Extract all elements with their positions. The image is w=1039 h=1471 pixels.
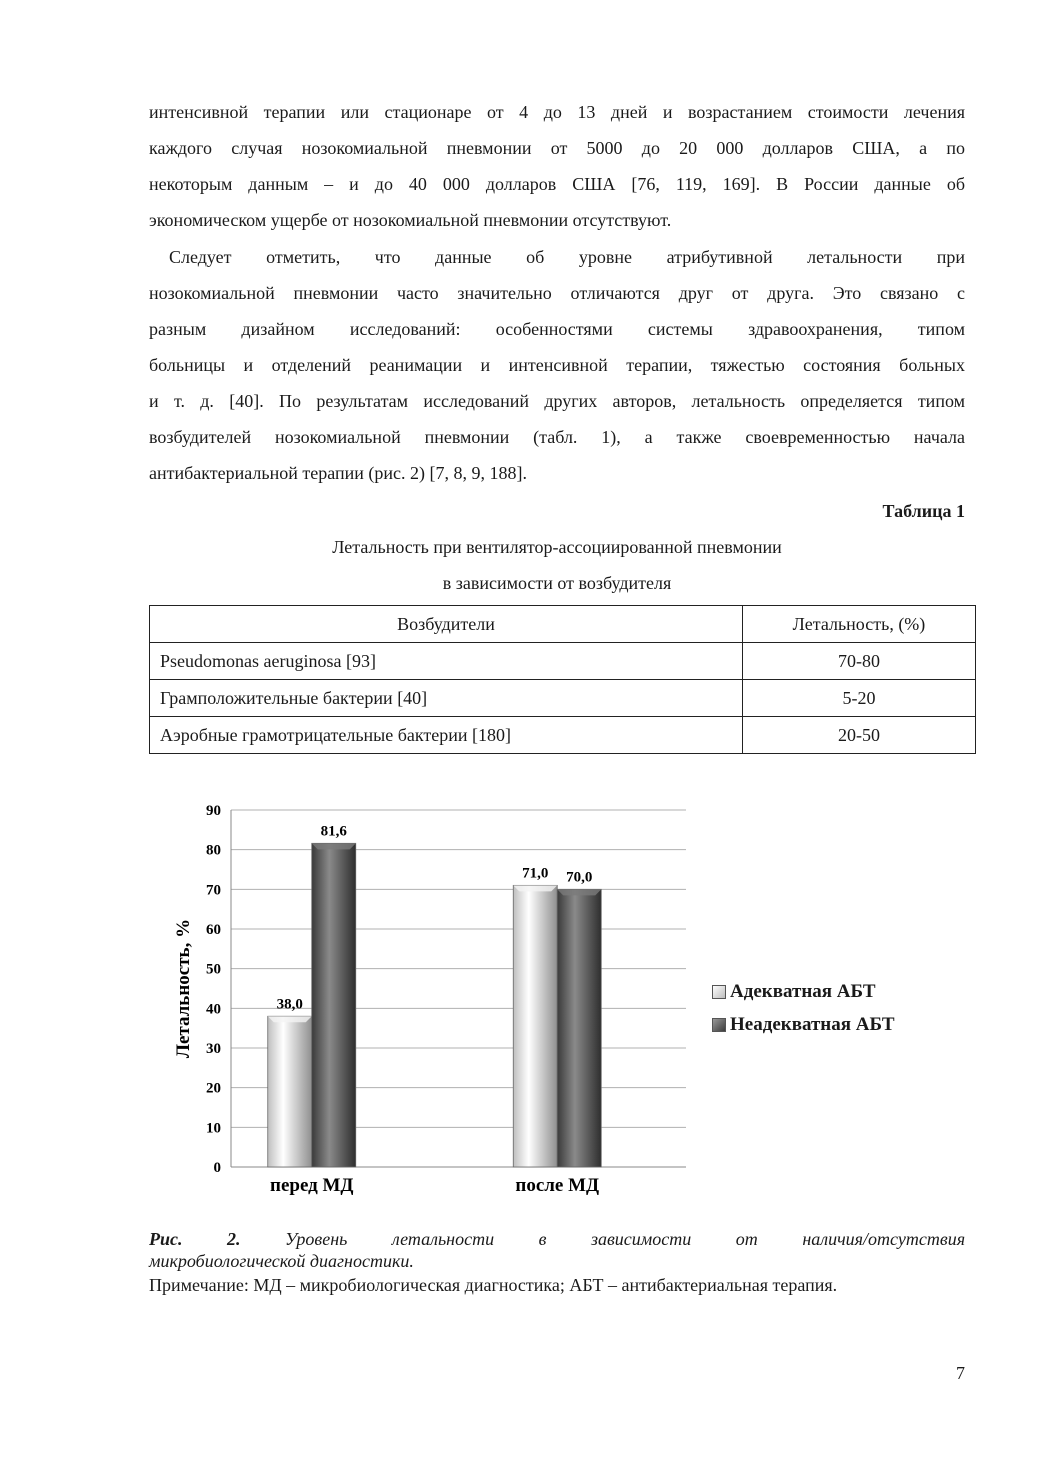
page-number: 7 [956,1363,965,1383]
table-header-cell: Летальность, (%) [743,606,976,643]
legend-swatch-light [712,985,726,999]
legend-item [712,1008,895,1041]
bar-bevel [268,1016,312,1022]
legend-item [712,975,895,1008]
caption-word: Уровень [285,1229,348,1249]
text-line: нозокомиальной пневмонии часто значительно отличаются друг от друга. Это связано с [149,283,965,303]
data-label: 81,6 [320,823,347,840]
table-title [149,529,965,601]
table-header-row [150,606,976,643]
paragraph-1 [149,94,965,238]
text-line: и т. д. [40]. По результатам исследований других авторов, летальность определяется типом [149,391,965,411]
text-line: некоторым данным – и до 40 000 долларов США [76, 119, 169]. В России данные об [149,174,965,194]
y-tick-label: 60 [206,922,221,938]
data-label: 70,0 [566,869,593,886]
text-line: Следует отметить, что данные об уровне атрибутивной летальности при [169,247,965,267]
x-tick-label: после МД [515,1175,600,1196]
bar-bevel [312,843,356,849]
bar [513,885,557,1167]
text-line: каждого случая нозокомиальной пневмонии от 5000 до 20 000 долларов США, а по [149,138,965,158]
table-cell: 5-20 [743,680,976,717]
y-tick-label: 50 [206,961,221,978]
table-cell: Pseudomonas aeruginosa [93] [150,643,743,680]
y-tick-label: 30 [206,1041,221,1057]
text-line: экономическом ущербе от нозокомиальной пневмонии отсутствуют. [149,210,672,230]
table-row [150,643,976,680]
bar [268,1016,312,1167]
table-header-cell: Возбудители [150,606,743,643]
legend-label: Неадекватная АБТ [730,1014,895,1035]
caption-line: микробиологической диагностики. [149,1251,414,1271]
table-cell: Аэробные грамотрицательные бактерии [180] [150,717,743,754]
chart-legend [712,975,895,1041]
y-tick-label: 80 [206,842,221,859]
legend-label: Адекватная АБТ [730,981,876,1002]
table-cell: 70-80 [743,643,976,680]
data-label: 71,0 [522,865,549,882]
y-tick-label: 0 [213,1160,221,1176]
text-line: возбудителей нозокомиальной пневмонии (табл. 1), а также своевременностью начала [149,427,965,447]
table-cell: Грамположительные бактерии [40] [150,680,743,717]
legend-swatch-dark [712,1018,726,1032]
bar [557,889,601,1167]
table-cell: 20-50 [743,717,976,754]
caption-note: Примечание: МД – микробиологическая диагностика; АБТ – антибактериальная терапия. [149,1275,838,1295]
table-label: Таблица 1 [882,501,965,521]
table-row [150,717,976,754]
paragraph-2 [149,239,965,491]
caption-word: наличия/отсутствия [802,1229,966,1249]
bar-bevel [557,889,601,895]
x-tick-label: перед МД [270,1175,354,1196]
y-tick-label: 10 [206,1120,221,1137]
figure-caption [149,1228,965,1296]
caption-fig-label: Рис. [149,1229,183,1249]
lethality-table [149,605,976,754]
caption-fig-num: 2. [227,1229,241,1249]
data-label: 38,0 [276,996,303,1013]
text-line: интенсивной терапии или стационаре от 4 до 13 дней и возрастанием стоимости лечения [149,102,965,122]
caption-word: в [538,1229,547,1249]
table-title-line: в зависимости от возбудителя [442,573,672,593]
y-tick-label: 20 [206,1080,221,1097]
bar-bevel [513,885,557,891]
caption-word: зависимости [590,1229,692,1249]
table-row [150,680,976,717]
lethality-chart [149,790,965,1210]
caption-line [149,1228,965,1250]
table-title-line: Летальность при вентилятор-ассоциированной пневмонии [332,537,782,557]
y-tick-label: 40 [206,1001,221,1018]
text-line: антибактериальной терапии (рис. 2) [7, 8, 9, 188]. [149,463,527,483]
y-axis-label: Летальность, % [173,918,194,1059]
text-line: разным дизайном исследований: особенностями системы здравоохранения, типом [149,319,965,339]
caption-word: летальности [391,1229,495,1249]
y-tick-label: 70 [206,882,221,899]
bar [312,843,356,1167]
text-line: больницы и отделений реанимации и интенсивной терапии, тяжестью состояния больных [149,355,965,375]
caption-word: от [735,1229,758,1249]
y-tick-label: 90 [206,803,221,819]
